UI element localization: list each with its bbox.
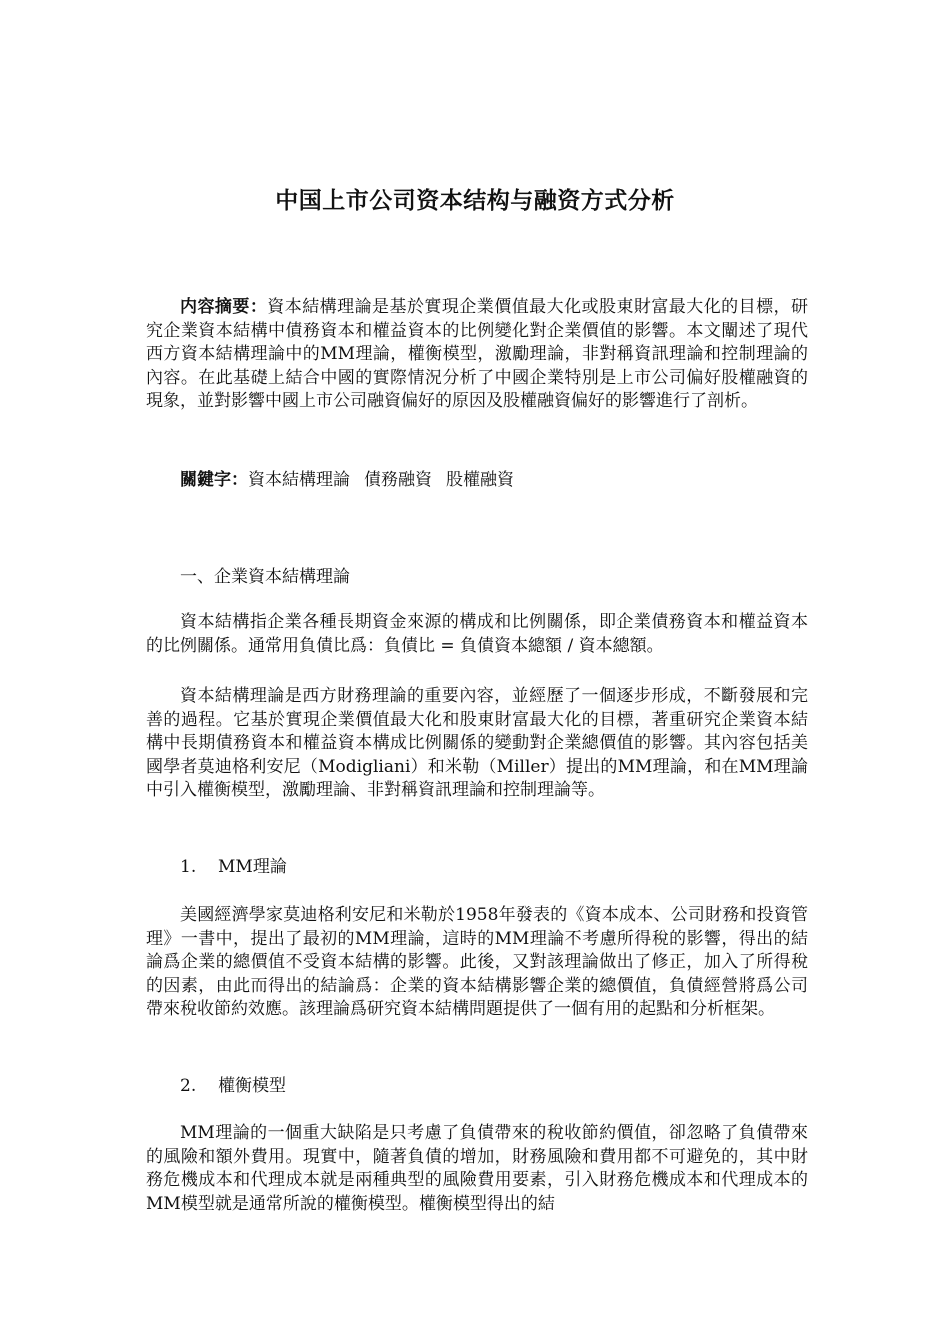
section-heading: 一、企業資本結構理論 bbox=[180, 567, 350, 587]
subsection-number: 1. bbox=[180, 857, 197, 877]
subsection-heading-2 bbox=[180, 1074, 286, 1098]
keyword-item: 債務融資 bbox=[364, 470, 432, 490]
section1-paragraph-2: 資本結構理論是西方財務理論的重要內容，並經歷了一個逐步形成，不斷發展和完善的過程。它基於實現企業價值最大化和股東財富最大化的目標，著重研究企業資本結構中長期債務資本和權益資本構成比例關係的變動對企業總價值的影響。其內容包括美國學者莫迪格利安尼（Modigliani）和米勒（Miller）提出的MM理論，和在MM理論中引入權衡模型，激勵理論、非對稱資訊理論和控制理論等。 bbox=[146, 686, 808, 800]
subsection-title: 權衡模型 bbox=[218, 1076, 286, 1096]
keywords-label: 關鍵字： bbox=[180, 470, 248, 490]
subsection-title: MM理論 bbox=[218, 857, 287, 877]
subsection-heading-1 bbox=[180, 855, 287, 879]
subsection2-paragraph: MM理論的一個重大缺陷是只考慮了負債帶來的稅收節約價值，卻忽略了負債帶來的風險和額外費用。現實中，隨著負債的增加，財務風險和費用都不可避免的，其中財務危機成本和代理成本就是兩種典型的風險費用要素，引入財務危機成本和代理成本的MM模型就是通常所說的權衡模型。權衡模型得出的結 bbox=[146, 1123, 808, 1214]
keywords-line bbox=[180, 468, 528, 492]
subsection-number: 2. bbox=[180, 1076, 197, 1096]
keyword-item: 股權融資 bbox=[446, 470, 514, 490]
subsection1-paragraph: 美國經濟學家莫迪格利安尼和米勒於1958年發表的《資本成本、公司財務和投資管理》一書中，提出了最初的MM理論，這時的MM理論不考慮所得稅的影響，得出的結論爲企業的總價值不受資本結構的影響。此後，又對該理論做出了修正，加入了所得稅的因素，由此而得出的結論爲：企業的資本結構影響企業的總價值，負債經營將爲公司帶來稅收節約效應。該理論爲研究資本結構問題提供了一個有用的起點和分析框架。 bbox=[146, 905, 808, 1019]
keyword-item: 資本結構理論 bbox=[248, 470, 350, 490]
section1-paragraph-1: 資本結構指企業各種長期資金來源的構成和比例關係，即企業債務資本和權益資本的比例關係。通常用負債比爲：負債比 = 負債資本總額 / 資本總額。 bbox=[146, 612, 808, 656]
abstract-paragraph bbox=[146, 296, 808, 414]
abstract-text: 資本結構理論是基於實現企業價值最大化或股東財富最大化的目標，研究企業資本結構中債務資本和權益資本的比例變化對企業價值的影響。本文闡述了現代西方資本結構理論中的MM理論，權衡模型，激勵理論，非對稱資訊理論和控制理論的內容。在此基礎上結合中國的實際情況分析了中國企業特別是上市公司偏好股權融資的現象，並對影響中國上市公司融資偏好的原因及股權融資偏好的影響進行了剖析。 bbox=[146, 297, 809, 411]
document-title: 中国上市公司资本结构与融资方式分析 bbox=[275, 188, 675, 214]
abstract-label: 内容摘要： bbox=[180, 297, 268, 317]
